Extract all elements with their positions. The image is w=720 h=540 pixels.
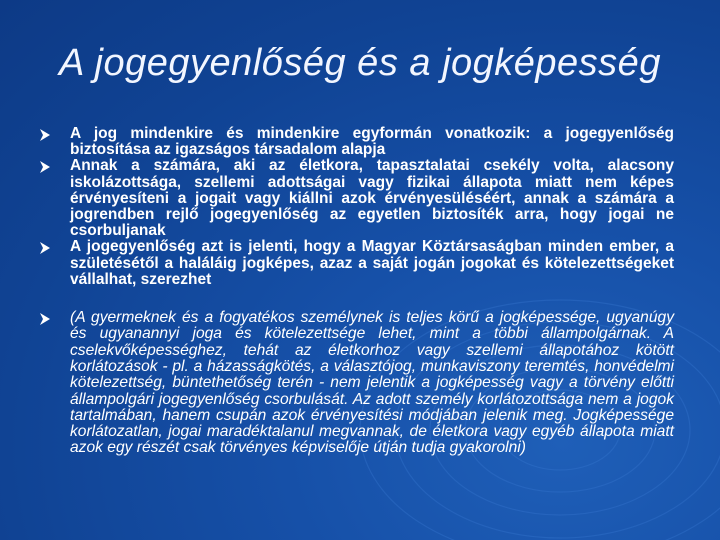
bullet-text: (A gyermeknek és a fogyatékos személynek is teljes körű a jogképessége, ugyanúgy és ugyanannyi joga és kötelezettsége lehet, mint a többi állampolgárnak. A cselekvőképességhez, tehát az életkorhoz vagy szellemi állapotához kötött korlátozások - pl. a házasságkötés, a választójog, munkaviszony teremtés, honvédelmi kötelezettség, büntethetőség terén - nem jelentik a jogképesség vagy a törvény előtti állampolgári jogegyenlőség csorbulását. Az adott személy korlátozottsága nem a jogok tartalmában, hanem csupán azok érvényesítési módjában jelenik meg. Jogképessége korlátozatlan, jogai maradéktalanul megvannak, de életkora vagy egyéb állapota miatt azok egy részét csak törvényes képviselője útján tudja gyakorolni) xyxy=(70,309,674,457)
slide-title: A jogegyenlőség és a jogképesség xyxy=(59,42,661,84)
bullet-list xyxy=(38,126,674,457)
bullet-item xyxy=(38,126,674,158)
arrowhead-icon xyxy=(38,128,52,142)
arrowhead-icon xyxy=(38,312,52,326)
bullet-item xyxy=(38,310,674,457)
bullet-item xyxy=(38,239,674,288)
bullet-text: A jogegyenlőség azt is jelenti, hogy a Magyar Köztársaságban minden ember, a születésétől a haláláig jogképes, azaz a saját jogán jogokat és kötelezettségeket vállalhat, szerezhet xyxy=(70,238,674,288)
bullet-item xyxy=(38,158,674,239)
bullet-text: A jog mindenkire és mindenkire egyformán vonatkozik: a jogegyenlőség biztosítása az igazságos társadalom alapja xyxy=(70,125,674,159)
arrowhead-icon xyxy=(38,160,52,174)
bullet-text: Annak a számára, aki az életkora, tapasztalatai csekély volta, alacsony iskolázottsága, szellemi adottságai vagy fizikai állapota miatt nem képes érvényesíteni a jogait vagy kiállni azok érvényesüléséért, annak a számára a jogrendben rejlő jogegyenlőség az egyetlen biztosíték arra, hogy jogai ne csorbuljanak xyxy=(70,157,674,240)
arrowhead-icon xyxy=(38,241,52,255)
